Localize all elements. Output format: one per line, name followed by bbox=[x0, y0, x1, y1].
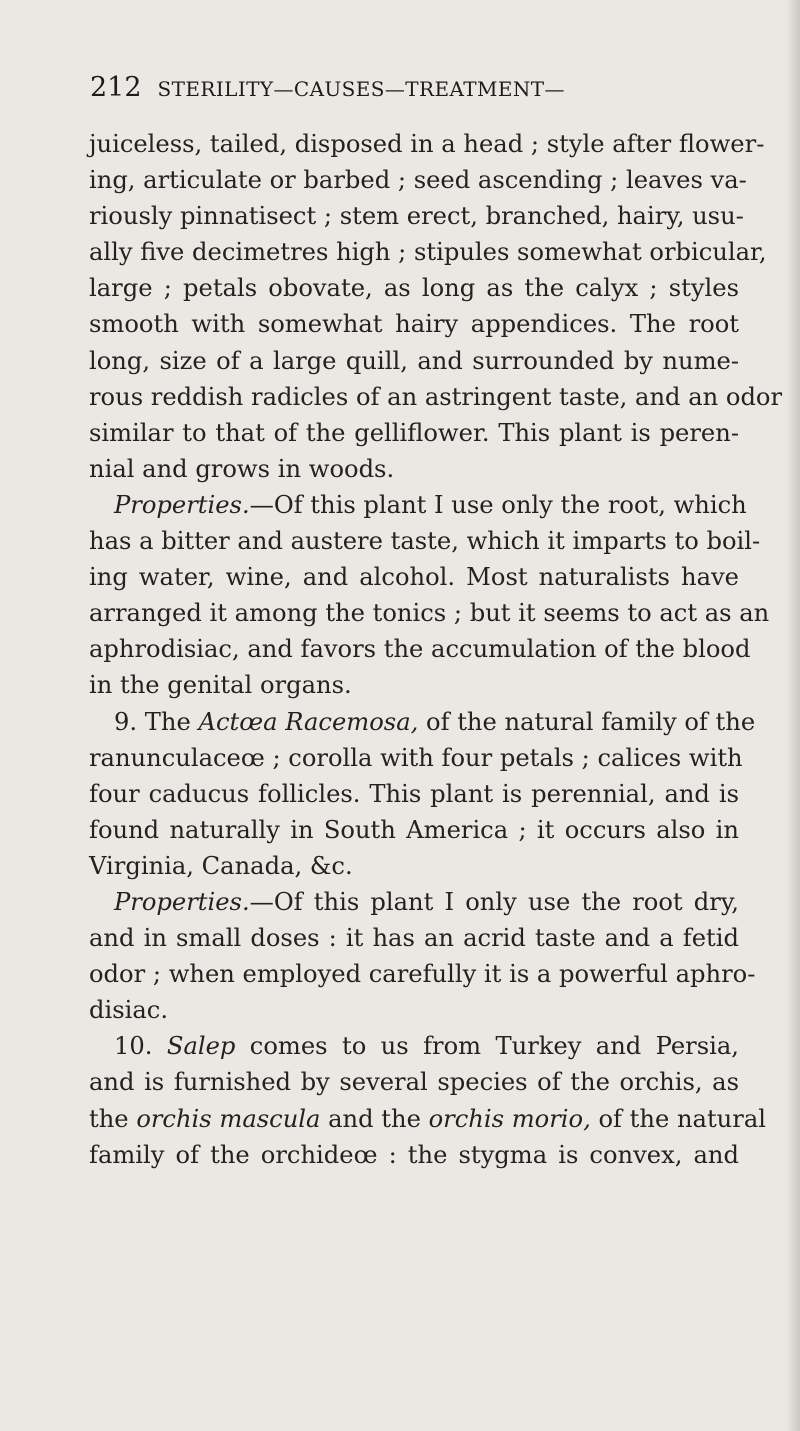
text-line bbox=[89, 992, 739, 1028]
text-run: family of the orchideœ : the stygma is convex, and bbox=[89, 1140, 739, 1169]
text-run: four caducus follicles. This plant is perennial, and is bbox=[89, 779, 739, 808]
text-run: disiac. bbox=[89, 996, 169, 1025]
text-run: the bbox=[89, 1104, 137, 1133]
text-line bbox=[89, 920, 739, 956]
text-run: found naturally in South America ; it occurs also in bbox=[89, 815, 739, 844]
text-run: ing, articulate or barbed ; seed ascending ; leaves va- bbox=[89, 166, 747, 195]
text-run: similar to that of the gelliflower. This plant is peren- bbox=[89, 418, 739, 447]
text-line bbox=[89, 631, 751, 667]
text-run: of the natural family of the bbox=[418, 707, 756, 736]
text-line bbox=[89, 559, 739, 595]
text-run: rous reddish radicles of an astringent taste, and an odor bbox=[89, 382, 783, 411]
text-line bbox=[89, 270, 739, 306]
text-line bbox=[89, 1064, 739, 1100]
text-line bbox=[89, 162, 747, 198]
text-run: 10. bbox=[114, 1032, 167, 1061]
text-run: —Of this plant I use only the root, which bbox=[249, 490, 747, 519]
text-line bbox=[89, 379, 783, 415]
text-run: —Of this plant I only use the root dry, bbox=[249, 887, 739, 916]
text-line bbox=[89, 126, 765, 162]
text-run: has a bitter and austere taste, which it imparts to boil- bbox=[89, 527, 761, 556]
text-run: aphrodisiac, and favors the accumulation of the blood bbox=[89, 635, 751, 664]
text-run: ing water, wine, and alcohol. Most naturalists have bbox=[89, 563, 739, 592]
text-line bbox=[89, 704, 756, 740]
text-line bbox=[89, 776, 739, 812]
text-run: and in small doses : it has an acrid taste and a fetid bbox=[89, 924, 739, 953]
text-line bbox=[89, 956, 756, 992]
text-run: in the genital organs. bbox=[89, 671, 352, 700]
italic-text: Salep bbox=[166, 1032, 236, 1061]
italic-text: Properties. bbox=[114, 887, 250, 916]
text-run: ranunculaceœ ; corolla with four petals ; calices with bbox=[89, 743, 743, 772]
text-run: ally five decimetres high ; stipules somewhat orbicular, bbox=[89, 238, 767, 267]
text-run: juiceless, tailed, disposed in a head ; style after flower- bbox=[89, 130, 765, 158]
text-line bbox=[89, 667, 739, 703]
text-line bbox=[89, 595, 770, 631]
italic-text: orchis morio, bbox=[428, 1104, 591, 1133]
text-line bbox=[89, 1101, 766, 1137]
text-run: comes to us from Turkey and Persia, bbox=[235, 1032, 739, 1061]
text-line bbox=[89, 523, 761, 559]
text-line bbox=[89, 415, 739, 451]
text-run: riously pinnatisect ; stem erect, branched, hairy, usu- bbox=[89, 202, 744, 231]
page-edge-shadow bbox=[786, 0, 800, 1431]
italic-text: orchis mascula bbox=[136, 1104, 321, 1133]
italic-text: Actœa Racemosa, bbox=[198, 707, 419, 736]
text-line bbox=[89, 1137, 739, 1173]
page-number: 212 bbox=[90, 72, 142, 103]
text-line bbox=[89, 848, 739, 884]
italic-text: Properties. bbox=[114, 490, 250, 519]
text-run: and is furnished by several species of the orchis, as bbox=[89, 1068, 739, 1097]
text-line bbox=[89, 884, 739, 920]
text-run: smooth with somewhat hairy appendices. The root bbox=[89, 310, 739, 339]
running-header bbox=[90, 72, 750, 112]
text-run: arranged it among the tonics ; but it seems to act as an bbox=[89, 599, 770, 628]
text-line bbox=[89, 451, 739, 487]
text-run: odor ; when employed carefully it is a powerful aphro- bbox=[89, 960, 756, 989]
running-title: STERILITY—CAUSES—TREATMENT— bbox=[157, 77, 565, 101]
text-run: large ; petals obovate, as long as the calyx ; styles bbox=[89, 274, 739, 303]
text-line bbox=[89, 343, 739, 379]
text-line bbox=[89, 234, 767, 270]
text-run: nial and grows in woods. bbox=[89, 454, 395, 483]
text-run: long, size of a large quill, and surrounded by nume- bbox=[89, 346, 739, 375]
text-run: Virginia, Canada, &c. bbox=[89, 851, 353, 880]
body-text bbox=[89, 126, 783, 1173]
text-line bbox=[89, 306, 739, 342]
text-line bbox=[89, 487, 747, 523]
text-line bbox=[89, 1028, 739, 1064]
text-run: of the natural bbox=[590, 1104, 766, 1133]
text-run: 9. The bbox=[114, 707, 199, 736]
text-line bbox=[89, 198, 744, 234]
text-line bbox=[89, 812, 739, 848]
text-run: and the bbox=[320, 1104, 429, 1133]
text-line bbox=[89, 740, 743, 776]
